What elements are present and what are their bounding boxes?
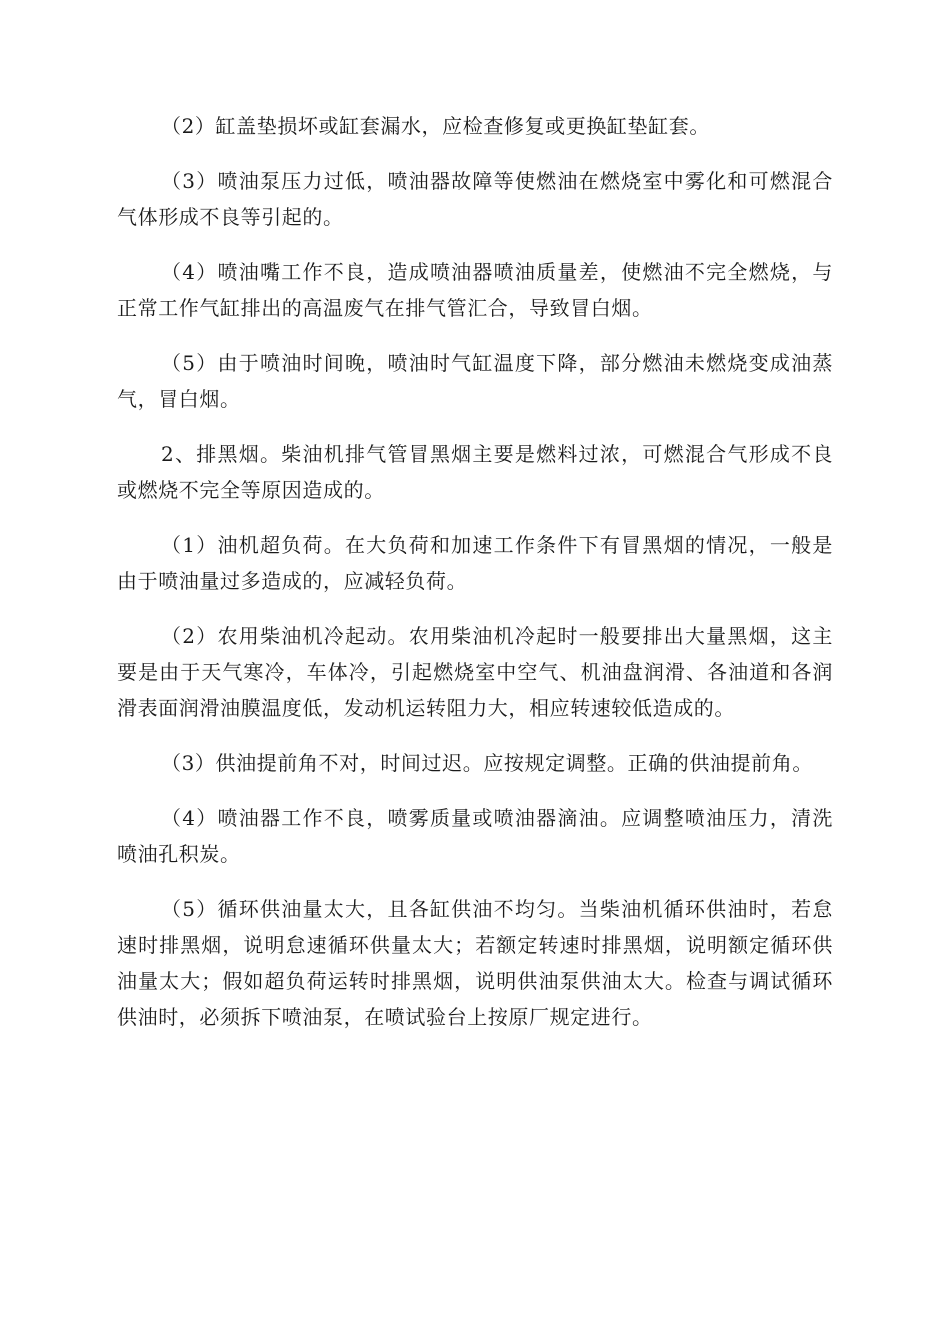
- paragraph-injector-nozzle: （4）喷油嘴工作不良，造成喷油器喷油质量差，使燃油不完全燃烧，与正常工作气缸排出的高温废气在排气管汇合，导致冒白烟。: [117, 260, 833, 320]
- paragraph-injection-timing: （3）供油提前角不对，时间过迟。应按规定调整。正确的供油提前角。: [161, 751, 813, 775]
- paragraph-black-smoke-heading: 2、排黑烟。柴油机排气管冒黑烟主要是燃料过浓，可燃混合气形成不良或燃烧不完全等原因造成的。: [117, 442, 833, 502]
- paragraph-injector-fault: （4）喷油器工作不良，喷雾质量或喷油器滴油。应调整喷油压力，清洗喷油孔积炭。: [117, 806, 833, 866]
- paragraph-fuel-delivery: （5）循环供油量太大，且各缸供油不均匀。当柴油机循环供油时，若怠速时排黑烟，说明怠速循环供量太大；若额定转速时排黑烟，说明额定循环供油量太大；假如超负荷运转时排黑烟，说明供油泵供油太大。检查与调试循环供油时，必须拆下喷油泵，在喷试验台上按原厂规定进行。: [117, 897, 833, 1029]
- paragraph-overload: （1）油机超负荷。在大负荷和加速工作条件下有冒黑烟的情况，一般是由于喷油量过多造成的，应减轻负荷。: [117, 533, 833, 593]
- paragraph-cold-start: （2）农用柴油机冷起动。农用柴油机冷起时一般要排出大量黑烟，这主要是由于天气寒冷，车体冷，引起燃烧室中空气、机油盘润滑、各油道和各润滑表面润滑油膜温度低，发动机运转阻力大，相应转速较低造成的。: [117, 624, 833, 720]
- paragraph-late-injection: （5）由于喷油时间晚，喷油时气缸温度下降，部分燃油未燃烧变成油蒸气，冒白烟。: [117, 351, 833, 411]
- paragraph-cylinder-gasket: （2）缸盖垫损坏或缸套漏水，应检查修复或更换缸垫缸套。: [161, 114, 710, 138]
- paragraph-injection-pump-pressure: （3）喷油泵压力过低，喷油器故障等使燃油在燃烧室中雾化和可燃混合气体形成不良等引起的。: [117, 169, 833, 229]
- document-body: [117, 108, 833, 1054]
